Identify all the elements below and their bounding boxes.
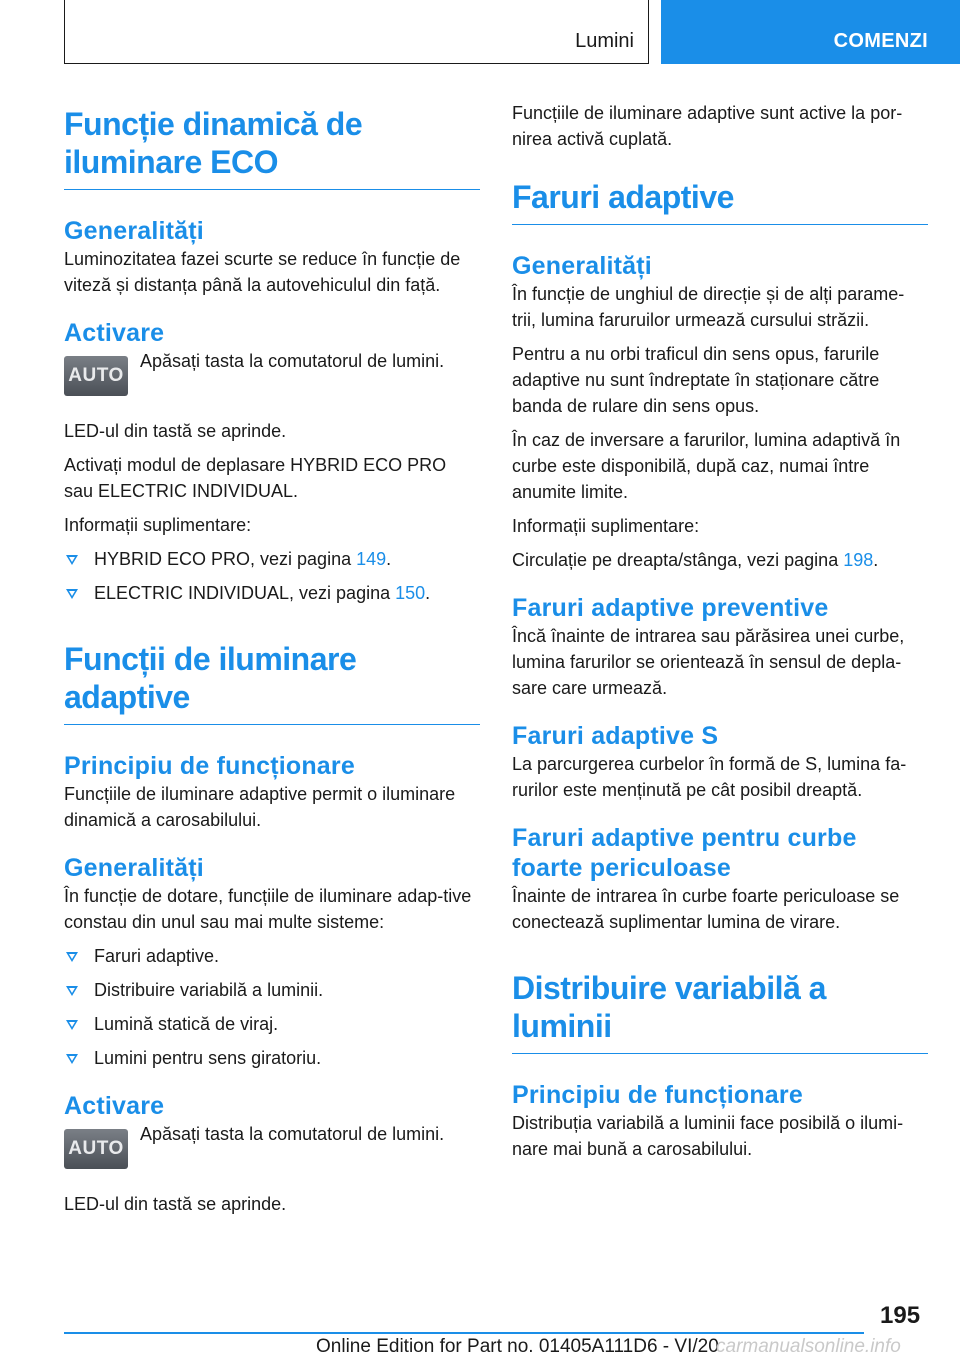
dangerous-curves-heading: Faruri adaptive pentru curbe foarte periculoase [512,824,857,882]
distribution-principle-heading: Principiu de funcționare [512,1081,803,1109]
eco-activation-heading: Activare [64,319,165,347]
preventive-text: Încă înainte de intrarea sau părăsirea unei curbe, lumina farurilor se orientează în sensul de depla-sare care urmează. [512,626,905,698]
watermark: carmanualsonline.info [716,1336,901,1357]
adaptive-general-heading: Generalități [64,854,204,882]
principle-heading: Principiu de funcționare [64,752,355,780]
right-column [512,100,928,1162]
footer-edition: Online Edition for Part no. 01405A111D6 - VI/20 [316,1336,719,1357]
adaptive-activation-heading: Activare [64,1092,165,1120]
list-item: Lumini pentru sens giratoriu. [64,1045,480,1071]
dangerous-curves-text: Înainte de intrarea în curbe foarte periculoase se conectează suplimentar lumina de virare. [512,886,900,932]
triangle-bullet-icon [66,589,78,599]
distribution-text: Distribuția variabilă a luminii face posibilă o ilumi-nare mai bună a carosabilului. [512,1113,904,1159]
page-number: 195 [880,1302,921,1329]
footer-divider [64,1332,864,1334]
distribution-title: Distribuire variabilă a luminii [512,969,928,1054]
auto-button-icon: AUTO [64,1129,128,1169]
page-link-198[interactable]: 198 [843,550,874,570]
headlights-title: Faruri adaptive [512,178,928,225]
adaptive-activation-block [64,1121,480,1183]
adaptive-functions-title: Funcții de iluminare adaptive [64,640,480,725]
triangle-bullet-icon [66,1054,78,1064]
headlights-info: Informații suplimentare: [512,516,700,536]
eco-info-text: Informații suplimentare: [64,515,252,535]
list-item: Faruri adaptive. [64,943,480,969]
header-section-label: Lumini [575,30,634,52]
list-item: Distribuire variabilă a luminii. [64,977,480,1003]
list-item: HYBRID ECO PRO, vezi pagina 149. [64,546,480,572]
triangle-bullet-icon [66,555,78,565]
eco-activation-block [64,348,480,410]
headlights-paragraph-1: În funcție de unghiul de direcție și de alți parame-trii, lumina faruruilor urmează cursului străzii. [512,284,905,330]
adaptive-systems-list [64,943,480,1071]
preventive-heading: Faruri adaptive preventive [512,594,829,622]
eco-led-text: LED-ul din tastă se aprinde. [64,421,287,441]
eco-general-heading: Generalități [64,217,204,245]
adaptive-general-text: În funcție de dotare, funcțiile de iluminare adap-tive constau din unul sau mai multe sisteme: [64,886,472,932]
headlights-paragraph-3: În caz de inversare a farurilor, lumina adaptivă în curbe este disponibilă, după caz, numai între anumite limite. [512,430,901,502]
headlights-reference: Circulație pe dreapta/stânga, vezi pagina 198. [512,550,879,570]
triangle-bullet-icon [66,986,78,996]
intro-text: Funcțiile de iluminare adaptive sunt active la por-nirea activă cuplată. [512,103,903,149]
triangle-bullet-icon [66,952,78,962]
eco-reference-list [64,546,480,606]
adaptive-activation-text: Apăsați tasta la comutatorul de lumini. [140,1124,445,1144]
headlights-general-heading: Generalități [512,252,652,280]
list-item: ELECTRIC INDIVIDUAL, vezi pagina 150. [64,580,480,606]
principle-text: Funcțiile de iluminare adaptive permit o iluminare dinamică a carosabilului. [64,784,456,830]
list-item: Lumină statică de viraj. [64,1011,480,1037]
triangle-bullet-icon [66,1020,78,1030]
page-link-150[interactable]: 150 [395,583,426,603]
s-curve-heading: Faruri adaptive S [512,722,719,750]
s-curve-text: La parcurgerea curbelor în formă de S, lumina fa-rurilor este menținută pe cât posibil dreaptă. [512,754,907,800]
eco-activation-text: Apăsați tasta la comutatorul de lumini. [140,351,445,371]
header-section-box [64,0,649,64]
header-chapter-label: COMENZI [833,30,928,52]
adaptive-led-text: LED-ul din tastă se aprinde. [64,1194,287,1214]
eco-title: Funcție dinamică de iluminare ECO [64,105,480,190]
left-column [64,105,480,1217]
page-link-149[interactable]: 149 [356,549,387,569]
eco-mode-text: Activați modul de deplasare HYBRID ECO PRO sau ELECTRIC INDIVIDUAL. [64,455,447,501]
header-chapter-tab [661,0,960,64]
headlights-paragraph-2: Pentru a nu orbi traficul din sens opus, farurile adaptive nu sunt îndreptate în staționare către banda de rulare din sens opus. [512,344,880,416]
eco-general-text: Luminozitatea fazei scurte se reduce în funcție de viteză și distanța până la autovehiculul din față. [64,249,461,295]
auto-button-icon: AUTO [64,356,128,396]
